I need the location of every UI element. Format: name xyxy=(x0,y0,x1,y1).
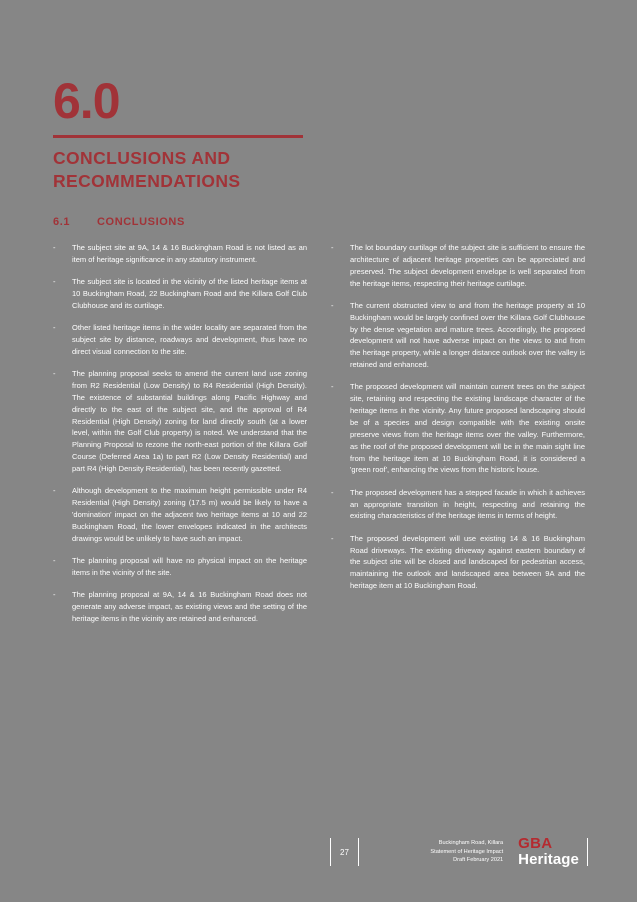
gba-heritage-logo xyxy=(510,836,587,868)
footer-doc-line-3: Draft February 2021 xyxy=(453,857,504,864)
list-item: - The proposed development has a stepped facade in which it achieves an appropriate transition in height, respecting and retaining the existing characteristics of the heritage items in terms of height. xyxy=(331,487,585,523)
right-column-bullet-list xyxy=(331,242,585,592)
logo-text-heritage: Heritage xyxy=(518,851,579,868)
right-column xyxy=(331,242,585,635)
list-item: - The current obstructed view to and from the heritage property at 10 Buckingham would be largely confined over the Killara Golf Clubhouse by the dense vegetation and mature trees. Accordingly, the proposed development will not have adverse impact on the views to and from the heritage property, while a longer distance outlook over the valley is retained and enhanced. xyxy=(331,300,585,371)
list-item: - The planning proposal will have no physical impact on the heritage items in the vicinity of the site. xyxy=(53,555,307,579)
list-item: - The subject site at 9A, 14 & 16 Buckingham Road is not listed as an item of heritage significance in any statutory instrument. xyxy=(53,242,307,266)
chapter-title-line-1: CONCLUSIONS AND xyxy=(53,148,231,168)
left-column xyxy=(53,242,307,635)
list-item: - Other listed heritage items in the wider locality are separated from the subject site by distance, roadways and development, thus have no direct visual connection to the site. xyxy=(53,322,307,358)
list-item: - The proposed development will use existing 14 & 16 Buckingham Road driveways. The existing driveway against eastern boundary of the subject site will be closed and landscaped for pedestrian access, maintaining the outlook and landscaped area between 9A and the heritage item at 10 Buckingham Road. xyxy=(331,533,585,592)
list-item: - The planning proposal at 9A, 14 & 16 Buckingham Road does not generate any adverse impact, as existing views and the setting of the heritage items in the vicinity are retained and enhanced. xyxy=(53,589,307,625)
page-footer xyxy=(330,831,588,873)
section-number: 6.1 xyxy=(53,216,71,228)
list-item: - Although development to the maximum height permissible under R4 Residential (High Density) zoning (17.5 m) would be likely to have a 'domination' impact on the adjacent two heritage items at 10 and 22 Buckingham Road, the lower envelopes indicated in the architects drawings would be unlikely to have such an impact. xyxy=(53,485,307,544)
list-item: - The lot boundary curtilage of the subject site is sufficient to ensure the architecture of adjacent heritage properties can be appreciated and preserved. The subject development envelope is well separated from the heritage items, respecting their heritage curtilage. xyxy=(331,242,585,289)
body-columns xyxy=(53,242,586,635)
footer-document-reference xyxy=(359,839,510,865)
chapter-header xyxy=(53,73,353,193)
footer-doc-line-2: Statement of Heritage Impact xyxy=(430,848,504,855)
chapter-title xyxy=(53,147,353,193)
section-title: CONCLUSIONS xyxy=(97,216,185,228)
list-item: - The proposed development will maintain current trees on the subject site, retaining and respecting the existing landscape character of the heritage items in the vicinity. Any future proposed landscaping should be of a species and design compatible with the existing onsite preserve views from the heritage items over the valley. Furthermore, as the roof of the proposed development will be in the main sight line from the heritage item at 10 Buckingham Road, it is considered a 'green roof', enhancing the views from the historic house. xyxy=(331,381,585,476)
left-column-bullet-list xyxy=(53,242,307,625)
chapter-title-line-2: RECOMMENDATIONS xyxy=(53,171,241,192)
logo-text-gba: GBA xyxy=(518,835,553,853)
footer-page-number: 27 xyxy=(340,847,349,857)
chapter-number: 6.0 xyxy=(53,73,120,129)
list-item: - The planning proposal seeks to amend the current land use zoning from R2 Residential (Low Density) to R4 Residential (High Density). The existence of substantial buildings along Pacific Highway and directly to the east of the subject site, and the approval of R4 Residential (High Density) zoning for land directly south (at a lower level, within the Golf Club property) is noted. We understand that the Planning Proposal to rezone the north-east portion of the Killara Golf Course (Deferred Area 1a) to part R2 (Low Density Residential) and part R4 (High Density Residential), has been recently gazetted. xyxy=(53,368,307,475)
section-heading xyxy=(53,216,185,228)
footer-doc-line-1: Buckingham Road, Killara xyxy=(438,840,504,847)
chapter-divider-rule xyxy=(53,135,303,138)
footer-divider-right xyxy=(587,838,588,866)
list-item: - The subject site is located in the vicinity of the listed heritage items at 10 Buckingham Road, 22 Buckingham Road and the Killara Golf Club Clubhouse and its curtilage. xyxy=(53,276,307,312)
